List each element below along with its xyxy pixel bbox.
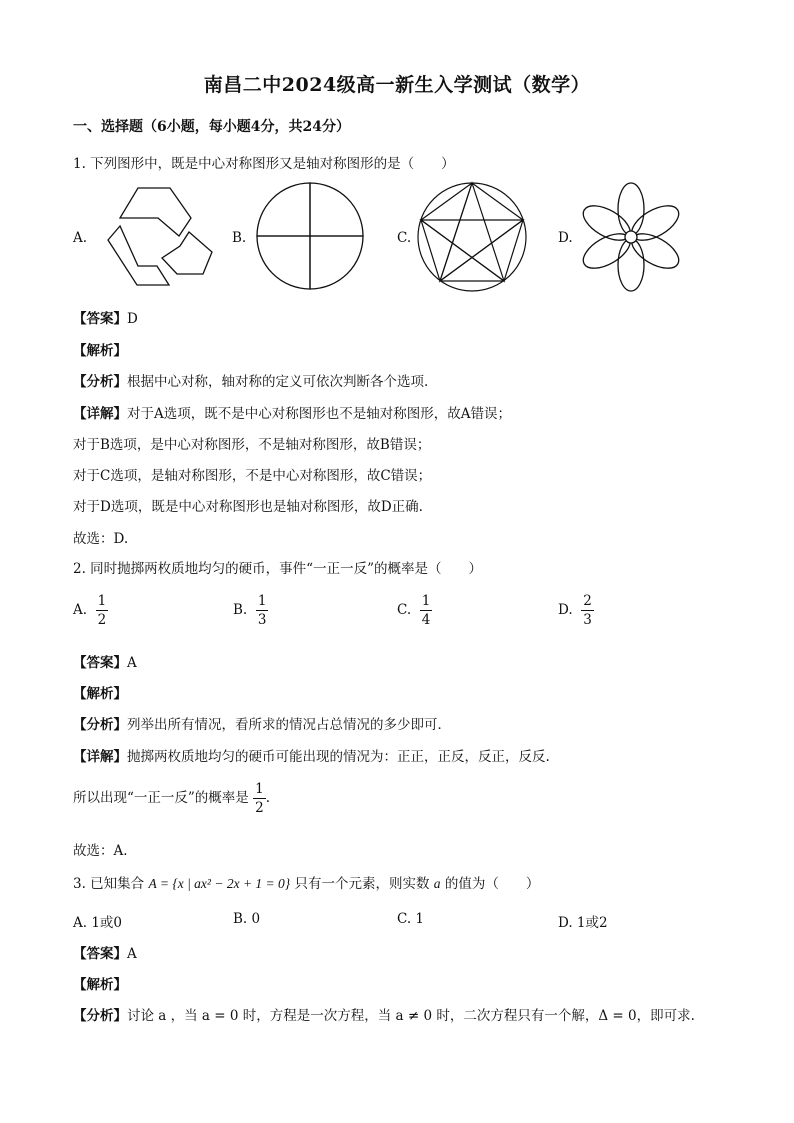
q1-xiangjie-2: 对于B选项，是中心对称图形，不是轴对称图形，故B错误；	[73, 437, 431, 453]
q2-xiangjie	[73, 745, 550, 765]
q1-option-d-label: D.	[558, 230, 573, 246]
q3-option-a: A. 1或0	[73, 915, 123, 931]
q1-option-c-label: C.	[397, 230, 412, 246]
q2-option-a	[73, 592, 108, 629]
q1-conclusion: 故选：D.	[73, 531, 129, 547]
answer-value: A	[127, 946, 137, 962]
q1-option-b-label: B.	[232, 230, 247, 246]
q2-analysis-label: 【解析】	[73, 686, 127, 702]
xiangjie-label: 【详解】	[73, 406, 127, 422]
q1-stem: 1. 下列图形中，既是中心对称图形又是轴对称图形的是（ ）	[73, 156, 455, 172]
q2-result	[73, 780, 270, 817]
result-fraction	[253, 780, 266, 817]
denominator: 3	[257, 612, 267, 628]
page-title: 南昌二中2024级高一新生入学测试（数学）	[203, 74, 591, 96]
numerator: 1	[421, 593, 431, 609]
q2-conclusion: 故选：A.	[73, 843, 128, 859]
fenxi-label: 【分析】	[73, 374, 127, 390]
fenxi-text: 列举出所有情况，看所求的情况占总情况的多少即可．	[127, 717, 451, 733]
q1-figure-c	[416, 181, 528, 293]
result-suffix: .	[265, 790, 270, 806]
q1-answer	[73, 307, 138, 327]
q3-option-b: B. 0	[233, 911, 261, 927]
option-label: C.	[397, 602, 412, 618]
stem-suffix: 只有一个元素，则实数	[294, 876, 430, 892]
denominator: 2	[255, 800, 264, 816]
q2-fenxi	[73, 713, 451, 733]
q2-answer	[73, 651, 137, 671]
option-label: A.	[73, 602, 88, 618]
q3-fenxi	[73, 1004, 695, 1024]
set-expression: A = {x | ax² − 2x + 1 = 0}	[148, 876, 291, 891]
q1-figure-d	[578, 181, 684, 293]
fraction	[581, 592, 594, 629]
q2-option-b	[233, 592, 268, 629]
numerator: 1	[255, 781, 264, 797]
answer-label: 【答案】	[73, 946, 127, 962]
section-heading: 一、选择题（6小题，每小题4分，共24分）	[73, 119, 350, 135]
variable-a: a	[433, 876, 441, 891]
answer-value: D	[127, 311, 138, 327]
xiangjie-text: 对于A选项，既不是中心对称图形也不是轴对称图形，故A错误；	[127, 406, 511, 422]
fenxi-text: 根据中心对称，轴对称的定义可依次判断各个选项.	[127, 374, 429, 390]
xiangjie-text: 抛掷两枚质地均匀的硬币可能出现的情况为：正正，正反，反正，反反.	[127, 749, 550, 765]
denominator: 4	[421, 612, 431, 628]
numerator: 1	[257, 593, 267, 609]
answer-label: 【答案】	[73, 655, 127, 671]
stem-end: 的值为（ ）	[444, 876, 540, 892]
q1-option-a-label: A.	[73, 230, 88, 246]
q3-analysis-label: 【解析】	[73, 977, 127, 993]
numerator: 1	[97, 593, 107, 609]
fenxi-label: 【分析】	[73, 1008, 127, 1024]
answer-label: 【答案】	[73, 311, 127, 327]
answer-value: A	[127, 655, 137, 671]
numerator: 2	[583, 593, 592, 609]
q1-figure-b	[254, 183, 366, 289]
option-label: B.	[233, 602, 248, 618]
fenxi-label: 【分析】	[73, 717, 127, 733]
xiangjie-label: 【详解】	[73, 749, 127, 765]
fraction	[420, 592, 433, 629]
q1-xiangjie-3: 对于C选项，是轴对称图形，不是中心对称图形，故C错误；	[73, 468, 432, 484]
q3-answer	[73, 942, 137, 962]
fraction	[96, 592, 109, 629]
result-prefix: 所以出现“一正一反”的概率是	[73, 790, 249, 806]
q2-option-c	[397, 592, 432, 629]
q1-xiangjie-1	[73, 402, 511, 422]
stem-prefix: 3. 已知集合	[73, 876, 145, 892]
q1-xiangjie-4: 对于D选项，既是中心对称图形也是轴对称图形，故D正确.	[73, 499, 423, 515]
option-label: D.	[558, 602, 573, 618]
q3-option-d: D. 1或2	[558, 915, 608, 931]
q2-stem: 2. 同时抛掷两枚质地均匀的硬币，事件“一正一反”的概率是（ ）	[73, 561, 482, 577]
q3-stem	[73, 872, 539, 892]
q2-option-d	[558, 592, 594, 629]
q1-analysis-label: 【解析】	[73, 343, 127, 359]
denominator: 3	[583, 612, 592, 628]
fraction	[256, 592, 269, 629]
denominator: 2	[97, 612, 107, 628]
fenxi-text: 讨论 a ，当 a = 0 时，方程是一次方程，当 a ≠ 0 时，二次方程只有一个解，Δ = 0，即可求.	[127, 1008, 695, 1024]
q1-figure-a	[95, 188, 213, 286]
q3-option-c: C. 1	[397, 911, 425, 927]
q1-fenxi	[73, 370, 428, 390]
